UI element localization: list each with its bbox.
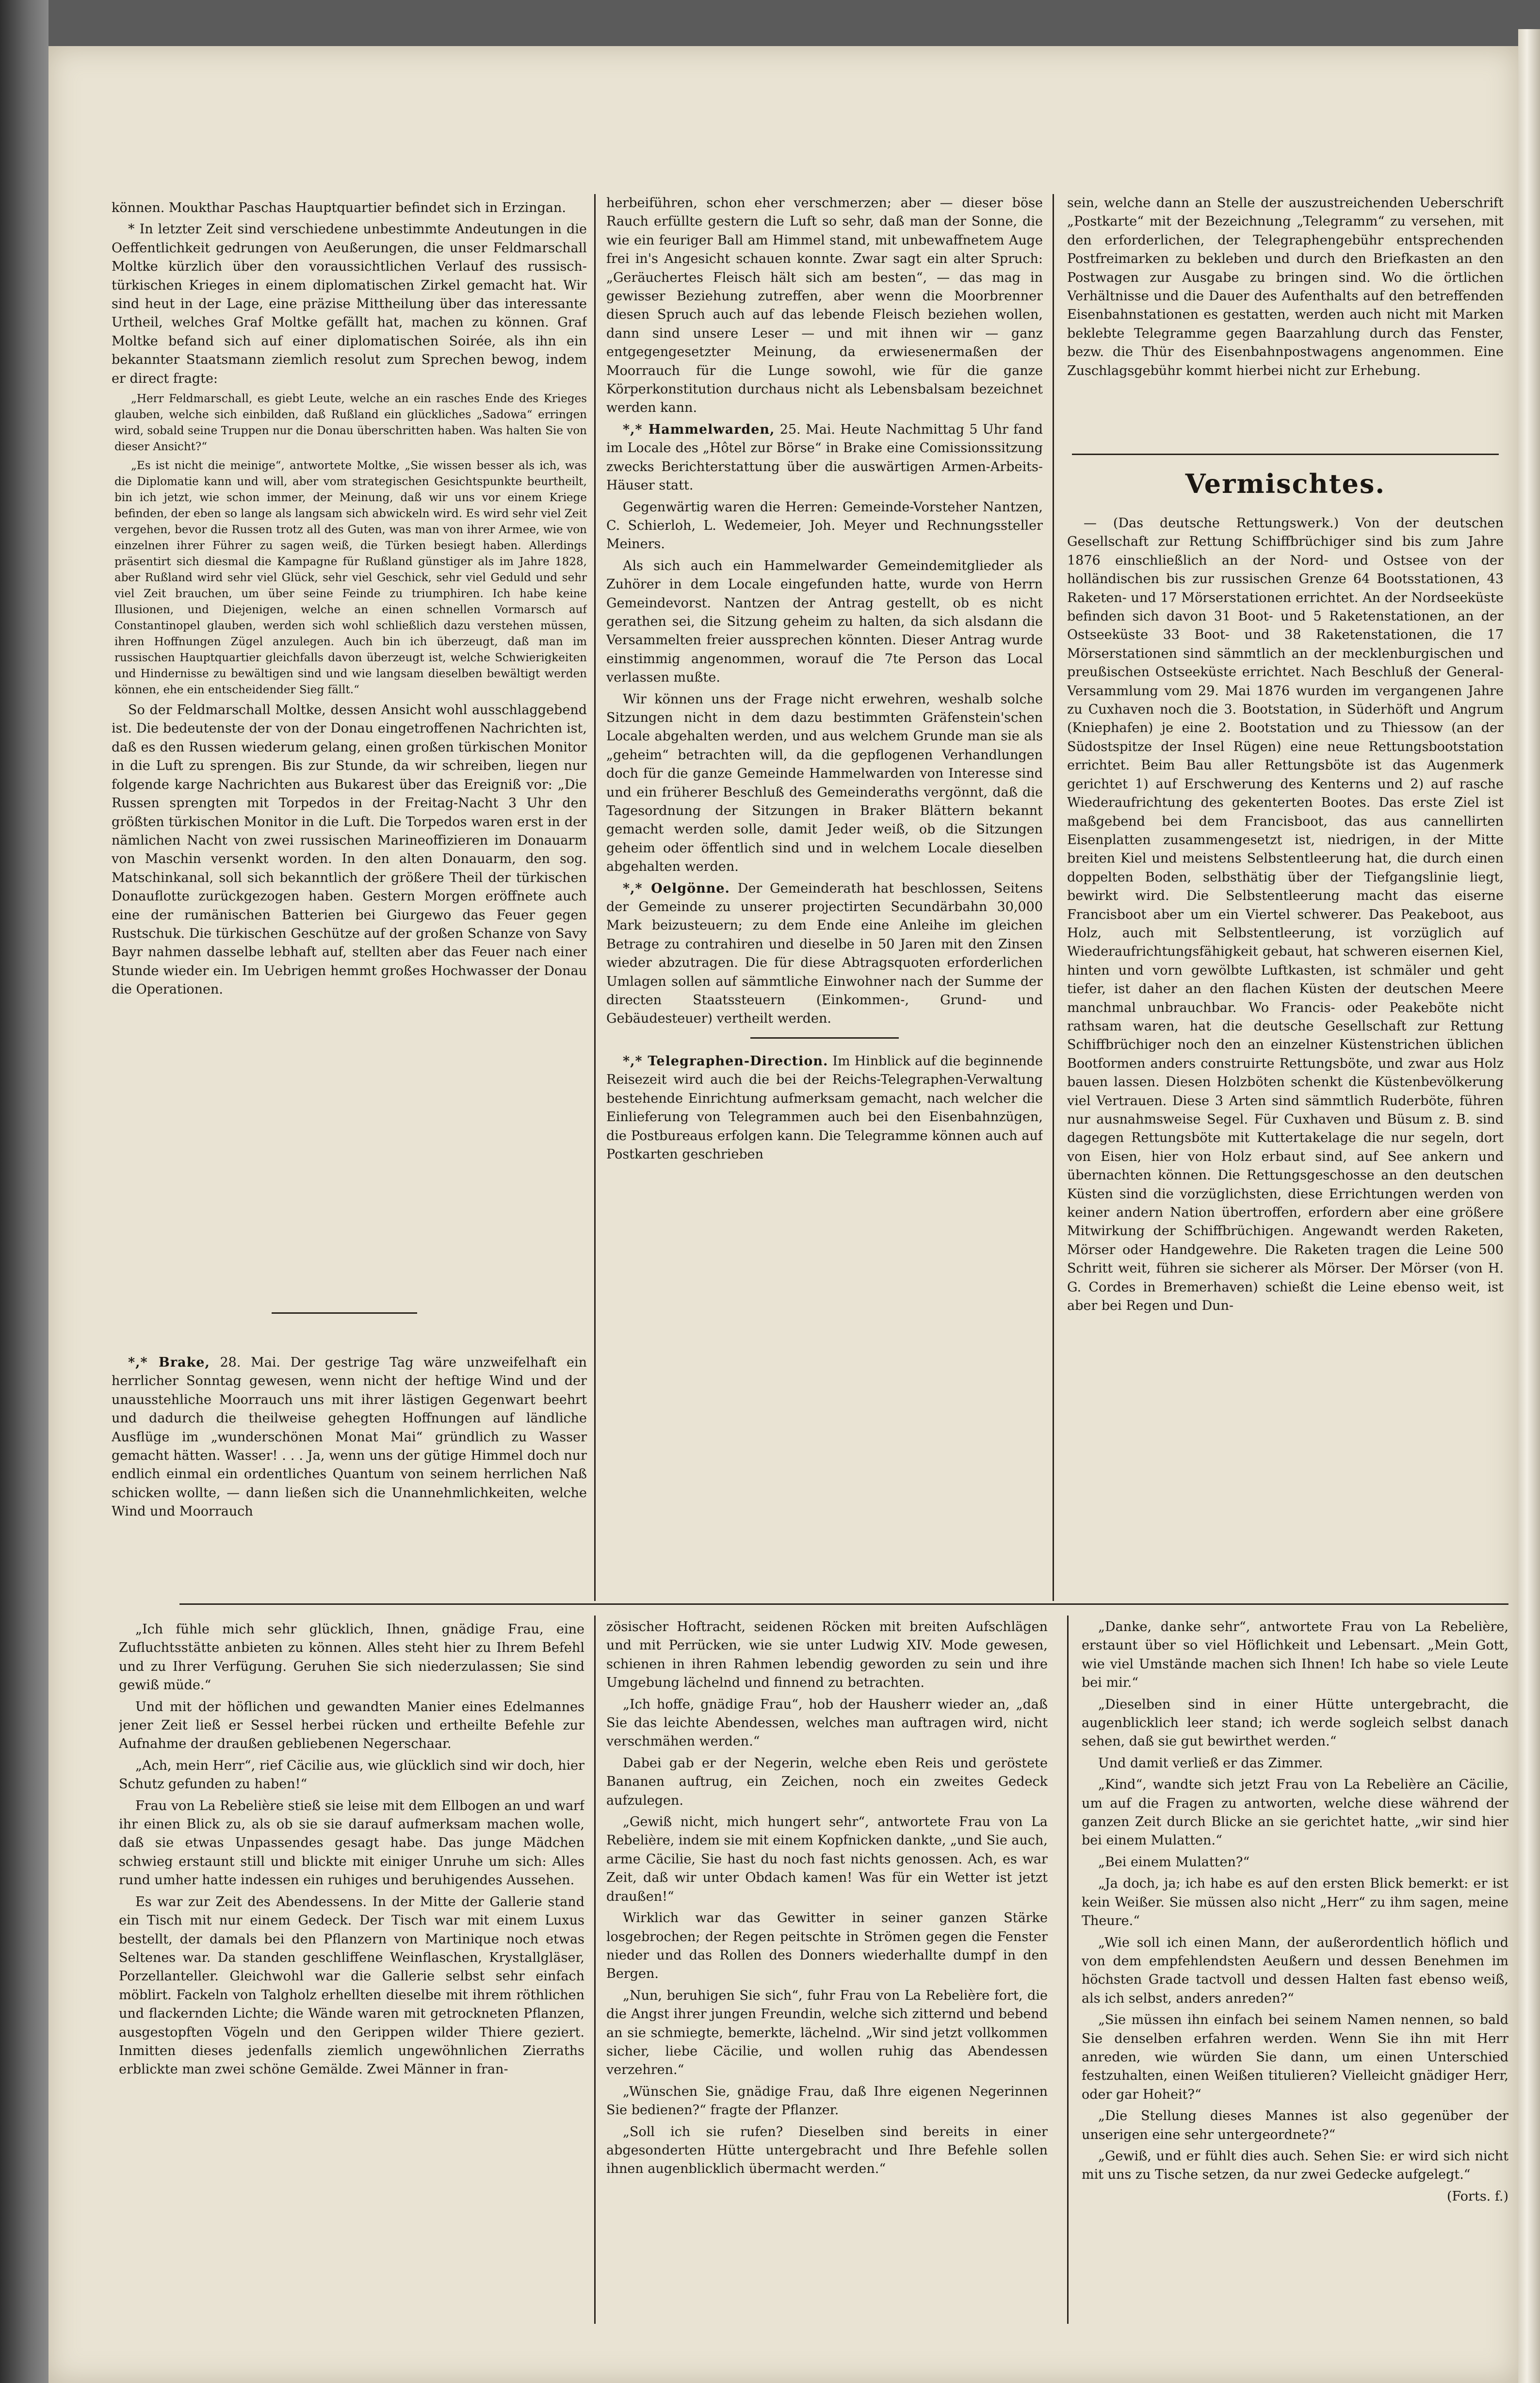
section-rule	[272, 1312, 417, 1314]
section-text: Der Gemeinderath hat beschlossen, Seitens der Gemeinde zu unserer projectirten Secundärbahn 30,000 Mark beizusteuern; zu dem Ende eine Anleihe im gleichen Betrage zu contrahiren und dieselbe in 50 Jaren mit den Zinsen wieder abzutragen. Die für diese Abtragsquoten erforderlichen Umlagen sollen auf sämmtliche Einwohner nach der Summe der directen Staatssteuern (Einkommen-, Grund- und Gebäudesteuer) vertheilt werden.	[606, 881, 1043, 1027]
paragraph: Und mit der höflichen und gewandten Manier eines Edelmannes jener Zeit ließ er Sessel herbei rücken und ertheilte Befehle zur Aufnahme der draußen gebliebenen Negerschaar.	[119, 1699, 584, 1752]
page-edge	[1518, 29, 1540, 2383]
book-spine	[0, 0, 49, 2383]
paragraph: Es war zur Zeit des Abendessens. In der Mitte der Gallerie stand ein Tisch mit nur einem Gedeck. Der Tisch war mit einem Luxus bestellt, der damals bei den Pflanzern von Martinique noch etwas Seltenes war. Da standen geschliffene Weinflaschen, Krystallgläser, Porzellanteller. Gleichwohl war die Gallerie selbst sehr einfach möblirt. Fackeln von Talgholz erhellten dieselbe mit ihrem röthlichen und flackernden Lichte; die Wände waren mit getrockneten Pflanzen, ausgestopften Vögeln und den Gerippen wilder Thiere geziert. Inmitten dieses jedenfalls ziemlich ungewöhnlichen Zierraths erblickte man zwei schöne Gemälde. Zwei Männer in fran-	[119, 1894, 584, 2077]
paragraph: Frau von La Rebelière stieß sie leise mit dem Ellbogen an und warf ihr einen Blick zu, als ob sie sie darauf aufmerksam machen wolle, daß sie etwas Unpassendes gesagt habe. Das junge Mädchen schwieg erstaunt still und blickte mit einiger Unruhe um sich: Alles rund umher hatte indessen ein ruhiges und beruhigendes Aussehen.	[119, 1798, 584, 1888]
column-2	[606, 194, 1043, 1596]
section-heading: *,* Telegraphen-Direction.	[623, 1053, 828, 1069]
vermischtes-column	[1067, 514, 1504, 1596]
quote-paragraph: „Herr Feldmarschall, es giebt Leute, welche an ein rasches Ende des Krieges glauben, welche sich einbilden, daß Rußland ein glückliches „Sadowa“ erringen wird, sobald seine Truppen nur die Donau überschritten haben. Was halten Sie von dieser Ansicht?“	[114, 392, 587, 454]
section-text: 25. Mai. Heute Nachmittag 5 Uhr fand im Locale des „Hôtel zur Börse“ in Brake eine Comissionssitzung zwecks Berichterstattung über die auswärtigen Armen-Arbeits-Häuser statt.	[606, 422, 1043, 493]
paragraph: Wir können uns der Frage nicht erwehren, weshalb solche Sitzungen nicht in dem dazu bestimmten Gräfenstein'schen Locale abgehalten werden, und aus welchem Grunde man sie als „geheim“ betrachten will, da die gepflogenen Verhandlungen doch für die ganze Gemeinde Hammelwarden von Interesse sind und ein früherer Beschluß des Gemeinderaths vergönnt, daß die Tagesordnung der Sitzungen in Braker Blättern bekannt gemacht werden solle, damit Jeder weiß, ob die Sitzungen geheim oder öffentlich sind und in welchem Locale dieselben abgehalten werden.	[606, 691, 1043, 875]
section-rule	[1072, 454, 1499, 455]
column-1	[112, 199, 587, 1300]
continuation-note: (Forts. f.)	[1447, 2188, 1508, 2204]
paragraph: „Wie soll ich einen Mann, der außerordentlich höflich und von dem empfehlendsten Aeußern und dessen Benehmen im höchsten Grade tactvoll und dessen Halten fast ebenso weiß, als ich selbst, anders anreden?“	[1082, 1935, 1508, 2006]
paragraph: zösischer Hoftracht, seidenen Röcken mit breiten Aufschlägen und mit Perrücken, wie sie unter Ludwig XIV. Mode gewesen, schienen in ihren Rahmen lebendig geworden zu sein und ihre Umgebung lächelnd und finnend zu betrachten.	[606, 1619, 1048, 1691]
paragraph: So der Feldmarschall Moltke, dessen Ansicht wohl ausschlaggebend ist. Die bedeutenste der von der Donau eingetroffenen Nachrichten ist, daß es den Russen wiederum gelang, einen großen türkischen Monitor in die Luft zu sprengen. Bis zur Stunde, da wir schreiben, liegen nur folgende karge Nachrichten aus Bukarest über das Ereigniß vor: „Die Russen sprengten mit Torpedos in der Freitag-Nacht 3 Uhr den größten türkischen Monitor in die Luft. Die Torpedos waren erst in der nämlichen Nacht von zwei russischen Marineoffizieren im Donauarm von Maschin versenkt worden. In den alten Donauarm, den sog. Matschinkanal, soll sich bekanntlich der größere Theil der türkischen Donauflotte zurückgezogen haben. Gestern Morgen eröffnete auch eine der rumänischen Batterien bei Giurgewo das Feuer gegen Rustschuk. Die türkischen Geschütze auf der großen Schanze von Savy Bayr nahmen dasselbe lebhaft auf, stellten aber das Feuer nach einer Stunde wieder ein. Im Uebrigen hemmt großes Hochwasser der Donau die Operationen.	[112, 702, 587, 997]
paragraph: * In letzter Zeit sind verschiedene unbestimmte Andeutungen in die Oeffentlichkeit gedrungen von Aeußerungen, die unser Feldmarschall Moltke kürzlich über den voraussichtlichen Verlauf des russisch-türkischen Krieges in einem diplomatischen Zirkel gemacht hat. Wir sind heut in der Lage, eine präzise Mittheilung über das interessante Urtheil, welches Graf Moltke gefällt hat, machen zu können. Graf Moltke befand sich auf einer diplomatischen Soirée, als ihn ein bekannter Staatsmann ziemlich resolut zum Sprechen bewog, indem er direct fragte:	[112, 222, 587, 386]
paragraph: „Ich hoffe, gnädige Frau“, hob der Hausherr wieder an, „daß Sie das leichte Abendessen, welches man auftragen wird, nicht verschmähen werden.“	[606, 1697, 1048, 1749]
section-heading: *,* Hammelwarden,	[623, 422, 775, 437]
section-title-vermischtes: Vermischtes.	[1185, 468, 1386, 499]
paragraph: Wirklich war das Gewitter in seiner ganzen Stärke losgebrochen; der Regen peitschte in Strömen gegen die Fenster nieder und das Rollen des Donners wiederhallte dumpf in den Bergen.	[606, 1910, 1048, 1982]
paragraph: „Ich fühle mich sehr glücklich, Ihnen, gnädige Frau, eine Zufluchtsstätte anbieten zu können. Alles steht hier zu Ihrem Befehl und zu Ihrer Verfügung. Geruhen Sie sich niederzulassen; Sie sind gewiß müde.“	[119, 1622, 584, 1693]
section-text: 28. Mai. Der gestrige Tag wäre unzweifelhaft ein herrlicher Sonntag gewesen, wenn nicht der heftige Wind und der unausstehliche Moorrauch uns mit ihrer lästigen Gegenwart beehrt und dadurch die theilweise gehegten Hoffnungen auf ländliche Ausflüge im „wunderschönen Monat Mai“ gründlich zu Wasser gemacht hätten. Wasser! . . . Ja, wenn uns der gütige Himmel doch nur endlich einmal ein ordentliches Quantum von seinem herrlichen Naß schicken wollte, — dann ließen sich die Unannehmlichkeiten, welche Wind und Moorrauch	[112, 1355, 587, 1519]
paragraph: Gegenwärtig waren die Herren: Gemeinde-Vorsteher Nantzen, C. Schierloh, L. Wedemeier, Joh. Meyer und Rechnungssteller Meiners.	[606, 499, 1043, 552]
section-heading: *,* Oelgönne.	[623, 881, 730, 896]
paragraph: Als sich auch ein Hammelwarder Gemeindemitglieder als Zuhörer in dem Locale eingefunden hatte, wurde von Herrn Gemeindevorst. Nantzen der Antrag gestellt, ob es nicht gerathen sei, die Sitzung geheim zu halten, da sich alsdann die Versammelten freier aussprechen könnten. Dieser Antrag wurde einstimmig angenommen, worauf die 7te Person das Local verlassen mußte.	[606, 558, 1043, 686]
paragraph: „Nun, beruhigen Sie sich“, fuhr Frau von La Rebelière fort, die die Angst ihrer jungen Freundin, welche sich zitternd und bebend an sie schmiegte, bemerkte, lächelnd. „Wir sind jetzt vollkommen sicher, liebe Cäcilie, und wollen ruhig das Abendessen verzehren.“	[606, 1988, 1048, 2078]
paragraph: „Kind“, wandte sich jetzt Frau von La Rebelière an Cäcilie, um auf die Fragen zu antworten, welche diese während der ganzen Zeit durch Blicke an sie gerichtet hatte, „wir sind hier bei einem Mulatten.“	[1082, 1777, 1508, 1848]
paragraph: können. Moukthar Paschas Hauptquartier befindet sich in Erzingan.	[112, 200, 566, 215]
section-rule	[750, 1037, 899, 1039]
feuilleton-column-3	[1082, 1618, 1508, 2324]
paragraph: herbeiführen, schon eher verschmerzen; aber — dieser böse Rauch erfüllte gestern die Luft so sehr, daß man der Sonne, die wie ein feuriger Ball am Himmel stand, mit unbewaffnetem Auge frei in's Angesicht schauen konnte. Zwar sagt ein alter Spruch: „Geräuchertes Fleisch hält sich am besten“, — das mag in gewisser Beziehung zutreffen, aber wenn die Moorbrenner diesen Spruch auch auf das lebende Fleisch beziehen wollen, dann sind unsere Leser — und mit ihnen wir — ganz entgegengesetzter Meinung, da erwiesenermaßen der Moorrauch für die Lunge sowohl, wie für die ganze Körperkonstitution durchaus nicht als Lebensbalsam bezeichnet werden kann.	[606, 196, 1043, 416]
paragraph: „Ja doch, ja; ich habe es auf den ersten Blick bemerkt: er ist kein Weißer. Sie müssen also nicht „Herr“ zu ihm sagen, meine Theure.“	[1082, 1876, 1508, 1929]
feuilleton-rule	[179, 1603, 1508, 1605]
paragraph: „Bei einem Mulatten?“	[1098, 1854, 1250, 1870]
paragraph: „Danke, danke sehr“, antwortete Frau von La Rebelière, erstaunt über so viel Höflichkeit und Lebensart. „Mein Gott, wie viel Umstände machen sich Ihnen! Ich habe so viele Leute bei mir.“	[1082, 1619, 1508, 1691]
section-text: Im Hinblick auf die beginnende Reisezeit wird auch die bei der Reichs-Telegraphen-Verwaltung bestehende Einrichtung aufmerksam gemacht, nach welcher die Einlieferung von Telegrammen auch bei den Eisenbahnzügen, die Postbureaus erfolgen kann. Die Telegramme können auch auf Postkarten geschrieben	[606, 1053, 1043, 1162]
paragraph: „Ach, mein Herr“, rief Cäcilie aus, wie glücklich sind wir doch, hier Schutz gefunden zu haben!“	[119, 1758, 584, 1792]
paragraph: „Wünschen Sie, gnädige Frau, daß Ihre eigenen Negerinnen Sie bedienen?“ fragte der Pflanzer.	[606, 2084, 1048, 2118]
paragraph: „Soll ich sie rufen? Dieselben sind bereits in einer abgesonderten Hütte untergebracht und Ihre Befehle sollen ihnen augenblicklich übermacht werden.“	[606, 2124, 1048, 2177]
quote-paragraph: „Es ist nicht die meinige“, antwortete Moltke, „Sie wissen besser als ich, was die Diplomatie kann und will, aber vom strategischen Gesichtspunkte beurtheilt, bin ich jetzt, wie schon immer, der Meinung, daß wir uns vor einem Kriege befinden, der eben so lange als langsam sich abwickeln wird. Es wird sehr viel Zeit vergehen, bevor die Russen trotz all des Guten, was man von ihrer Armee, wie von einzelnen ihrer Führer zu sagen weiß, die Türken besiegt haben. Allerdings präsentirt sich diesmal die Kampagne für Rußland günstiger als im Jahre 1828, aber Rußland wird sehr viel Glück, sehr viel Geschick, sehr viel Geduld und sehr viel Zeit brauchen, um über seine Feinde zu triumphiren. Ich habe keine Illusionen, und Diejenigen, welche an einen schnellen Vormarsch auf Constantinopel glauben, werden sich wohl schließlich dazu verstehen müssen, ihren Hoffnungen Zügel anzulegen. Auch bin ich überzeugt, daß man im russischen Hauptquartier gleichfalls davon überzeugt ist, welche Schwierigkeiten und Hindernisse zu bewältigen sind und wie langsam dieselben bewältigt werden können, ehe ein entscheidender Sieg fällt.“	[114, 459, 587, 697]
paragraph: „Sie müssen ihn einfach bei seinem Namen nennen, so bald Sie denselben erfahren werden. Wenn Sie ihn mit Herr anreden, wie würden Sie dann, um einen Unterschied festzuhalten, einen Weißen titulieren? Vielleicht gnädiger Herr, oder gar Hoheit?“	[1082, 2012, 1508, 2102]
section-heading: *,* Brake,	[128, 1355, 210, 1370]
paragraph: Und damit verließ er das Zimmer.	[1098, 1755, 1323, 1771]
paragraph: sein, welche dann an Stelle der auszustreichenden Ueberschrift „Postkarte“ mit der Bezeichnung „Telegramm“ zu versehen, mit den erforderlichen, der Telegraphengebühr entsprechenden Postfreimarken zu bekleben und durch den Briefkasten an den Postwagen zur Ausgabe zu bringen sind. Wo die örtlichen Verhältnisse und die Dauer des Aufenthalts auf den betreffenden Eisenbahnstationen es gestatten, werden auch nicht mit Marken beklebte Telegramme gegen Baarzahlung durch das Fenster, bezw. die Thür des Eisenbahnpostwagens angenommen. Eine Zuschlagsgebühr kommt hierbei nicht zur Erhebung.	[1067, 196, 1504, 378]
column-3	[1067, 194, 1504, 446]
column-rule-top-2	[1053, 194, 1054, 1601]
paragraph: — (Das deutsche Rettungswerk.) Von der deutschen Gesellschaft zur Rettung Schiffbrüchiger sind bis zum Jahre 1876 einschließlich an der Nord- und Ostsee von der holländischen bis zur russischen Grenze 64 Bootsstationen, 43 Raketen- und 17 Mörserstationen errichtet. An der Nordseeküste befinden sich davon 31 Boot- und 5 Raketenstationen, an der Ostseeküste 33 Boot- und 38 Raketenstationen, die 17 Mörserstationen sind sämmtlich an der mecklenburgischen und preußischen Ostseeküste errichtet. Nach Beschluß der General-Versammlung vom 29. Mai 1876 wurden im vergangenen Jahre zu Cuxhaven noch die 3. Bootstation, in Süderhöft und Angrum (Kniephafen) je eine 2. Bootstation und zu Thiessow (an der Südostspitze der Insel Rügen) eine neue Rettungsbootstation errichtet. Beim Bau aller Rettungsböte ist das Augenmerk gerichtet 1) auf Erschwerung des Kenterns und 2) auf rasche Wiederaufrichtung des gekenterten Bootes. Das erste Ziel ist maßgebend bei dem Francisboot, das aus cannellirten Eisenplatten zusammengesetzt ist, niedrigen, in der Mitte breiten Kiel und meistens Selbstentleerung hat, die durch einen doppelten Boden, selbsthätig über der Tiefgangslinie liegt, bewirkt wird. Die Selbstentleerung macht das eiserne Francisboot aber um ein Viertel schwerer. Das Peakeboot, aus Holz, auch mit Selbstentleerung, ist vorzüglich auf Wiederaufrichtungsfähigkeit gebaut, hat schweren eisernen Kiel, hinten und vorn gewölbte Luftkasten, ist schmäler und geht tiefer, ist daher an den flachen Küsten der deutschen Meere manchmal unbrauchbar. Wo Francis- oder Peakeböte nicht rathsam waren, hat die deutsche Gesellschaft zur Rettung Schiffbrüchiger noch den an einzelner Küstenstrichen üblichen Bootformen anders construirte Rettungsböte, und zwar aus Holz bauen lassen. Diesen Holzböten schenkt die Küstenbevölkerung viel Vertrauen. Diese 3 Arten sind sämmtlich Ruderböte, führen nur ausnahmsweise Segel. Für Cuxhaven und Büsum z. B. sind dagegen Rettungsböte mit Kuttertakelage die nur segeln, dort von Eisen, hier von Holz erbaut sind, auf See ankern und übernachten können. Die Rettungsgeschosse an den deutschen Küsten sind die vorzüglichsten, diese Errichtungen werden von keiner andern Nation übertroffen, erfordern aber eine größere Mitwirkung der Schiffbrüchigen. Angewandt werden Raketen, Mörser oder Handgewehre. Die Raketen tragen die Leine 500 Schritt weit, führen sie sicherer als Mörser. Der Mörser (von H. G. Cordes in Bremerhaven) schießt die Leine ebenso weit, ist aber bei Regen und Dun-	[1067, 516, 1504, 1314]
brake-section	[112, 1354, 587, 1601]
paragraph: „Die Stellung dieses Mannes ist also gegenüber der unserigen eine sehr untergeordnete?“	[1082, 2108, 1508, 2142]
column-rule-top-1	[594, 194, 596, 1601]
feuilleton-column-2	[606, 1618, 1048, 2324]
paragraph: „Gewiß, und er fühlt dies auch. Sehen Sie: er wird sich nicht mit uns zu Tische setzen, da nur zwei Gedecke aufgelegt.“	[1082, 2148, 1508, 2183]
paragraph: Dabei gab er der Negerin, welche eben Reis und geröstete Bananen auftrug, ein Zeichen, noch ein zweites Gedeck aufzulegen.	[606, 1755, 1048, 1808]
feuilleton-column-1	[119, 1620, 584, 2324]
column-rule-bottom-2	[1067, 1616, 1069, 2324]
paragraph: „Gewiß nicht, mich hungert sehr“, antwortete Frau von La Rebelière, indem sie mit einem Kopfnicken dankte, „und Sie auch, arme Cäcilie, Sie hast du noch fast nichts genossen. Ach, es war Zeit, daß wir unter Obdach kamen! Was für ein Wetter ist jetzt draußen!“	[606, 1814, 1048, 1904]
paragraph: „Dieselben sind in einer Hütte untergebracht, die augenblicklich leer stand; ich werde sogleich selbst danach sehen, daß sie gut bewirthet werden.“	[1082, 1697, 1508, 1749]
column-rule-bottom-1	[594, 1616, 596, 2324]
